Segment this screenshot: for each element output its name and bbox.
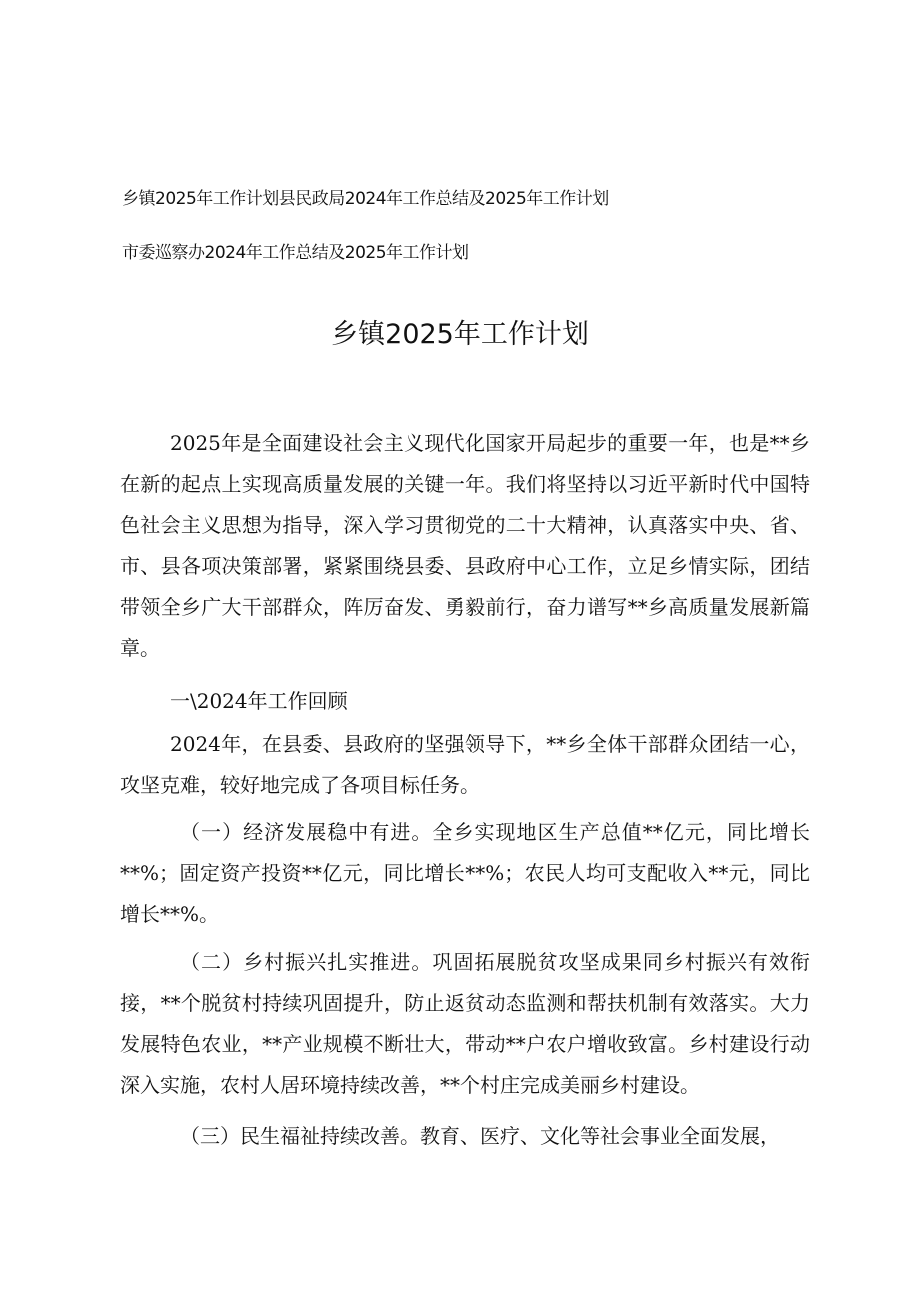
paragraph-intro: 2025年是全面建设社会主义现代化国家开局起步的重要一年，也是**乡在新的起点上实现高质量发展的关键一年。我们将坚持以习近平新时代中国特色社会主义思想为指导，深入学习贯彻党的二十大精神，认真落实中央、省、市、县各项决策部署，紧紧围绕县委、县政府中心工作，立足乡情实际，团结带领全乡广大干部群众，阵厉奋发、勇毅前行，奋力谱写**乡高质量发展新篇章。 [120, 431, 810, 660]
paragraph-rural-revitalization: （二）乡村振兴扎实推进。巩固拓展脱贫攻坚成果同乡村振兴有效衔接，**个脱贫村持续巩固提升，防止返贫动态监测和帮扶机制有效落实。大力发展特色农业，**产业规模不断壮大，带动**户农户增收致富。乡村建设行动深入实施，农村人居环境持续改善，**个村庄完成美丽乡村建设。 [120, 950, 810, 1097]
document-title: 乡镇2025年工作计划 [331, 319, 589, 350]
toc-line-1: 乡镇2025年工作计划县民政局2024年工作总结及2025年工作计划 [122, 189, 609, 209]
section-heading-2024-review: 一\2024年工作回顾 [170, 689, 348, 713]
paragraph-economy: （一）经济发展稳中有进。全乡实现地区生产总值**亿元，同比增长**%；固定资产投资**亿元，同比增长**%；农民人均可支配收入**元，同比增长**%。 [120, 820, 810, 926]
paragraph-2024-review: 2024年，在县委、县政府的坚强领导下，**乡全体干部群众团结一心，攻坚克难，较好地完成了各项目标任务。 [120, 732, 810, 797]
paragraph-livelihood: （三）民生福祉持续改善。教育、医疗、文化等社会事业全面发展， [180, 1124, 780, 1148]
toc-line-2: 市委巡察办2024年工作总结及2025年工作计划 [122, 243, 469, 263]
